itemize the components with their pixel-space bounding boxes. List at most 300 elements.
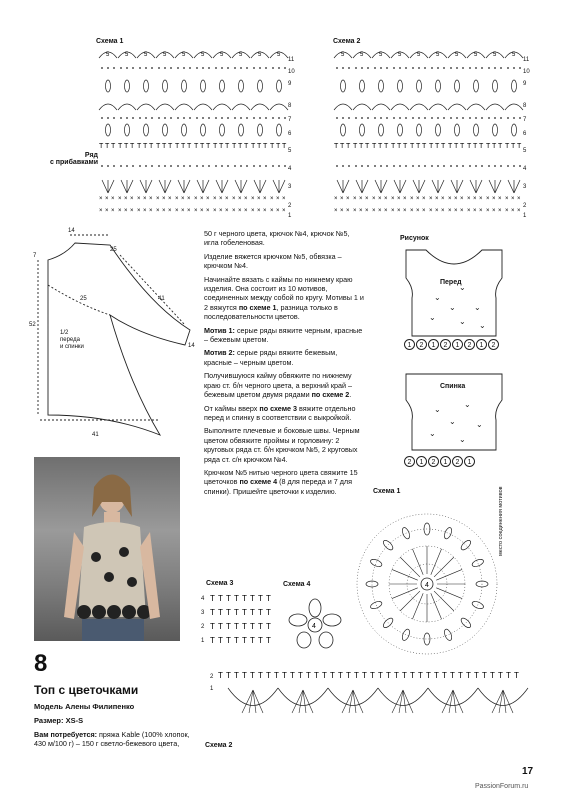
s2-stitch: T bbox=[402, 671, 407, 680]
puff-stitch bbox=[182, 80, 187, 92]
sc-stitch: × bbox=[378, 208, 382, 214]
hdc-stitch: T bbox=[130, 143, 135, 150]
s2-stitch: T bbox=[426, 671, 431, 680]
chain-count: 5 bbox=[379, 52, 383, 58]
chain-dot bbox=[107, 165, 109, 167]
materials-label: Вам потребуется: bbox=[34, 730, 98, 739]
chain-dot bbox=[234, 67, 236, 69]
row-number: 3 bbox=[523, 184, 527, 190]
s2-stitch: T bbox=[434, 671, 439, 680]
sc-stitch: × bbox=[353, 196, 357, 202]
sc-stitch: × bbox=[346, 208, 350, 214]
scheme-1-title: Схема 1 bbox=[96, 38, 124, 45]
row-number: 1 bbox=[523, 213, 527, 219]
s2-stitch: T bbox=[282, 671, 287, 680]
sc-stitch: × bbox=[111, 208, 115, 214]
chain-dot bbox=[221, 117, 223, 119]
chain-dot bbox=[507, 67, 509, 69]
sc-stitch: × bbox=[200, 196, 204, 202]
dc-stitch bbox=[381, 180, 387, 193]
dim-sleeve: 25 bbox=[110, 247, 117, 253]
sc-stitch: × bbox=[372, 208, 376, 214]
hdc-stitch: T bbox=[149, 143, 154, 150]
s3-stitch: T bbox=[218, 636, 223, 645]
sc-stitch: × bbox=[124, 208, 128, 214]
s2-fan bbox=[249, 690, 253, 713]
chain-dot bbox=[183, 67, 185, 69]
row-number: 10 bbox=[288, 69, 295, 75]
increase-row-label: Ряд с прибавками bbox=[49, 152, 98, 166]
chain-dot bbox=[234, 165, 236, 167]
chain-dot bbox=[500, 67, 502, 69]
row-number: 5 bbox=[523, 148, 527, 154]
chain-dot bbox=[462, 165, 464, 167]
chain-dot bbox=[246, 165, 248, 167]
hdc-stitch: T bbox=[498, 143, 503, 150]
chain-count: 5 bbox=[455, 52, 459, 58]
chain-dot bbox=[139, 117, 141, 119]
motif-circle: 1 bbox=[404, 339, 415, 350]
hdc-stitch: T bbox=[270, 143, 275, 150]
chain-dot bbox=[393, 67, 395, 69]
chain-dot bbox=[519, 165, 521, 167]
front-drawing bbox=[404, 248, 504, 338]
sc-stitch: × bbox=[130, 196, 134, 202]
svg-text:⌄: ⌄ bbox=[476, 420, 483, 429]
s2-stitch: T bbox=[362, 671, 367, 680]
sc-stitch: × bbox=[181, 196, 185, 202]
dc-stitch bbox=[489, 180, 495, 193]
sc-stitch: × bbox=[225, 196, 229, 202]
sc-stitch: × bbox=[137, 196, 141, 202]
hdc-stitch: T bbox=[467, 143, 472, 150]
motif-circle: 2 bbox=[452, 456, 463, 467]
bottom-scheme-1-title: Схема 1 bbox=[373, 488, 401, 495]
svg-text:⌄: ⌄ bbox=[459, 283, 466, 292]
puff-stitch bbox=[125, 124, 130, 136]
chain-arch bbox=[270, 104, 288, 110]
puff-stitch bbox=[341, 80, 346, 92]
row-number: 11 bbox=[288, 57, 295, 63]
chain-dot bbox=[431, 117, 433, 119]
chain-dot bbox=[151, 165, 153, 167]
dc-stitch bbox=[343, 180, 349, 193]
s3-stitch: T bbox=[210, 636, 215, 645]
chain-dot bbox=[481, 67, 483, 69]
chain-dot bbox=[265, 165, 267, 167]
sc-stitch: × bbox=[460, 196, 464, 202]
dim-neck: 7 bbox=[33, 253, 37, 259]
puff-stitch bbox=[239, 124, 244, 136]
chain-dot bbox=[227, 165, 229, 167]
puff-stitch bbox=[455, 124, 460, 136]
chain-dot bbox=[469, 165, 471, 167]
chain-arch bbox=[467, 104, 485, 110]
s3-stitch: T bbox=[250, 636, 255, 645]
row-number: 7 bbox=[288, 117, 292, 123]
chain-dot bbox=[177, 165, 179, 167]
chain-dot bbox=[253, 67, 255, 69]
chain-dot bbox=[513, 165, 515, 167]
sc-stitch: × bbox=[498, 208, 502, 214]
hdc-stitch: T bbox=[105, 143, 110, 150]
chain-dot bbox=[202, 165, 204, 167]
chain-dot bbox=[424, 67, 426, 69]
row-number: 6 bbox=[288, 131, 292, 137]
s2-stitch: T bbox=[410, 671, 415, 680]
hdc-stitch: T bbox=[410, 143, 415, 150]
chain-count: 5 bbox=[398, 52, 402, 58]
sc-stitch: × bbox=[105, 208, 109, 214]
sc-stitch: × bbox=[168, 196, 172, 202]
s2-stitch: T bbox=[458, 671, 463, 680]
hdc-stitch: T bbox=[391, 143, 396, 150]
puff-stitch bbox=[398, 124, 403, 136]
s2-stitch: T bbox=[322, 671, 327, 680]
chain-dot bbox=[481, 165, 483, 167]
chain-count: 5 bbox=[417, 52, 421, 58]
sc-stitch: × bbox=[111, 196, 115, 202]
sc-stitch: × bbox=[124, 196, 128, 202]
s2-stitch: T bbox=[226, 671, 231, 680]
chain-dot bbox=[361, 67, 363, 69]
hdc-stitch: T bbox=[244, 143, 249, 150]
chain-count: 5 bbox=[474, 52, 478, 58]
chain-dot bbox=[488, 117, 490, 119]
para-3: Начинайте вязать с каймы по нижнему краю изделия. Она состоит из 10 мотивов, соединенных между собой по кругу. Мотивы 1 и 2 вяжутся по схеме 1, разница только в последовательности цветов. bbox=[204, 274, 364, 322]
model-photo bbox=[34, 457, 180, 641]
chain-dot bbox=[418, 165, 420, 167]
s2-stitch: T bbox=[370, 671, 375, 680]
hdc-stitch: T bbox=[517, 143, 522, 150]
chain-dot bbox=[348, 165, 350, 167]
sc-stitch: × bbox=[448, 208, 452, 214]
sc-stitch: × bbox=[99, 208, 103, 214]
dim-top: 14 bbox=[68, 228, 75, 234]
s3-stitch: T bbox=[234, 594, 239, 603]
row-number: 4 bbox=[201, 596, 205, 602]
s2-stitch: T bbox=[234, 671, 239, 680]
hdc-stitch: T bbox=[162, 143, 167, 150]
sc-stitch: × bbox=[194, 196, 198, 202]
puff-stitch bbox=[201, 124, 206, 136]
chain-count: 5 bbox=[201, 52, 205, 58]
sc-stitch: × bbox=[486, 208, 490, 214]
dc-stitch bbox=[121, 180, 127, 193]
row-number: 1 bbox=[210, 686, 214, 692]
hdc-stitch: T bbox=[505, 143, 510, 150]
dc-stitch bbox=[197, 180, 203, 193]
chain-dot bbox=[450, 67, 452, 69]
chain-dot bbox=[393, 117, 395, 119]
dc-stitch bbox=[476, 180, 482, 193]
chain-count: 5 bbox=[163, 52, 167, 58]
puff-stitch bbox=[220, 80, 225, 92]
chain-dot bbox=[469, 67, 471, 69]
chain-arch bbox=[213, 104, 231, 110]
sc-stitch: × bbox=[270, 196, 274, 202]
scheme-3-chart bbox=[210, 594, 280, 654]
dc-stitch bbox=[394, 180, 400, 193]
chain-dot bbox=[240, 117, 242, 119]
chain-dot bbox=[456, 67, 458, 69]
s2-stitch: T bbox=[242, 671, 247, 680]
sc-stitch: × bbox=[282, 208, 286, 214]
sc-stitch: × bbox=[416, 196, 420, 202]
chain-dot bbox=[393, 165, 395, 167]
chain-dot bbox=[221, 67, 223, 69]
puff-stitch bbox=[379, 124, 384, 136]
sc-stitch: × bbox=[359, 208, 363, 214]
half-label: 1/2 переда и спинки bbox=[60, 330, 84, 350]
chain-dot bbox=[374, 67, 376, 69]
puff-stitch bbox=[144, 80, 149, 92]
chain-dot bbox=[348, 67, 350, 69]
svg-text:⌄: ⌄ bbox=[434, 293, 441, 302]
hdc-stitch: T bbox=[213, 143, 218, 150]
chain-dot bbox=[386, 117, 388, 119]
dim-bottom: 41 bbox=[92, 432, 99, 438]
sc-stitch: × bbox=[372, 196, 376, 202]
scheme-2-bottom-chart bbox=[218, 668, 538, 748]
chain-dot bbox=[120, 165, 122, 167]
drawing-title: Рисунок bbox=[400, 235, 429, 242]
chain-dot bbox=[107, 117, 109, 119]
chain-dot bbox=[259, 117, 261, 119]
chain-dot bbox=[183, 117, 185, 119]
dc-stitch bbox=[400, 180, 406, 193]
para-8: Выполните плечевые и боковые швы. Черным цветом обвяжите проймы и горловину: 2 круговых ряда ст. б/н крючком №5, 2 круговых ряда ст. с/н крючком №4. bbox=[204, 426, 360, 464]
chain-dot bbox=[164, 117, 166, 119]
chain-dot bbox=[234, 117, 236, 119]
puff-stitch bbox=[436, 80, 441, 92]
chain-dot bbox=[412, 165, 414, 167]
chain-dot bbox=[437, 117, 439, 119]
puff-stitch bbox=[144, 124, 149, 136]
chain-dot bbox=[386, 165, 388, 167]
sc-stitch: × bbox=[175, 208, 179, 214]
sc-stitch: × bbox=[460, 208, 464, 214]
chain-dot bbox=[488, 67, 490, 69]
sc-stitch: × bbox=[244, 196, 248, 202]
sc-stitch: × bbox=[365, 196, 369, 202]
chain-dot bbox=[101, 165, 103, 167]
puff-stitch bbox=[474, 80, 479, 92]
hdc-stitch: T bbox=[194, 143, 199, 150]
chain-dot bbox=[132, 117, 134, 119]
sc-stitch: × bbox=[429, 208, 433, 214]
page-number: 17 bbox=[522, 766, 534, 777]
sc-stitch: × bbox=[346, 196, 350, 202]
hdc-stitch: T bbox=[232, 143, 237, 150]
chain-dot bbox=[386, 67, 388, 69]
chain-dot bbox=[227, 117, 229, 119]
sc-stitch: × bbox=[492, 196, 496, 202]
article-number: 8 bbox=[34, 650, 48, 677]
para-4: Мотив 1: серые ряды вяжите черным, красные – бежевым цветом. bbox=[204, 325, 363, 345]
puff-stitch bbox=[493, 80, 498, 92]
sc-stitch: × bbox=[168, 208, 172, 214]
sc-stitch: × bbox=[505, 208, 509, 214]
hdc-stitch: T bbox=[353, 143, 358, 150]
chain-dot bbox=[405, 67, 407, 69]
svg-text:⌄: ⌄ bbox=[434, 405, 441, 414]
dc-stitch bbox=[260, 180, 266, 193]
chain-count: 5 bbox=[341, 52, 345, 58]
hdc-stitch: T bbox=[206, 143, 211, 150]
s2-stitch: T bbox=[266, 671, 271, 680]
s3-stitch: T bbox=[234, 622, 239, 631]
s3-stitch: T bbox=[234, 608, 239, 617]
row-number: 6 bbox=[523, 131, 527, 137]
dc-stitch bbox=[356, 180, 362, 193]
chain-dot bbox=[399, 117, 401, 119]
chain-dot bbox=[342, 67, 344, 69]
puff-stitch bbox=[512, 124, 517, 136]
sc-stitch: × bbox=[149, 196, 153, 202]
motif-circle: 2 bbox=[428, 456, 439, 467]
s2-fan bbox=[242, 690, 253, 713]
sc-stitch: × bbox=[511, 196, 515, 202]
s2-stitch: T bbox=[290, 671, 295, 680]
chain-dot bbox=[342, 165, 344, 167]
para-1: 50 г черного цвета, крючок №4, крючок №5, игла гобеленовая. bbox=[204, 229, 350, 248]
sc-stitch: × bbox=[143, 208, 147, 214]
svg-text:4: 4 bbox=[312, 623, 316, 630]
hdc-stitch: T bbox=[397, 143, 402, 150]
motif-circle: 2 bbox=[440, 339, 451, 350]
chain-dot bbox=[265, 67, 267, 69]
s3-stitch: T bbox=[218, 622, 223, 631]
dc-stitch bbox=[184, 180, 190, 193]
puff-stitch bbox=[417, 80, 422, 92]
s2-fan bbox=[349, 690, 353, 713]
puff-stitch bbox=[125, 80, 130, 92]
row-number: 2 bbox=[201, 624, 205, 630]
motif-circle: 2 bbox=[488, 339, 499, 350]
chain-dot bbox=[215, 165, 217, 167]
chain-dot bbox=[494, 67, 496, 69]
hdc-stitch: T bbox=[282, 143, 287, 150]
chain-dot bbox=[374, 117, 376, 119]
row-number: 8 bbox=[523, 103, 527, 109]
s2-stitch: T bbox=[474, 671, 479, 680]
s2-stitch: T bbox=[394, 671, 399, 680]
chain-dot bbox=[443, 117, 445, 119]
hdc-stitch: T bbox=[486, 143, 491, 150]
s2-fan bbox=[492, 690, 503, 713]
sc-stitch: × bbox=[334, 208, 338, 214]
hdc-stitch: T bbox=[435, 143, 440, 150]
chain-dot bbox=[240, 67, 242, 69]
model-credit: Модель Алены Филипенко bbox=[34, 702, 135, 711]
sc-stitch: × bbox=[118, 208, 122, 214]
sc-stitch: × bbox=[479, 208, 483, 214]
chain-dot bbox=[336, 117, 338, 119]
chain-dot bbox=[437, 67, 439, 69]
chain-dot bbox=[450, 165, 452, 167]
puff-stitch bbox=[493, 124, 498, 136]
dc-stitch bbox=[222, 180, 228, 193]
dc-stitch bbox=[337, 180, 343, 193]
chain-dot bbox=[196, 117, 198, 119]
round-puff bbox=[471, 558, 484, 568]
chain-dot bbox=[151, 117, 153, 119]
hdc-stitch: T bbox=[384, 143, 389, 150]
sc-stitch: × bbox=[454, 196, 458, 202]
s2-stitch: T bbox=[514, 671, 519, 680]
sc-stitch: × bbox=[219, 196, 223, 202]
chain-dot bbox=[336, 67, 338, 69]
hdc-stitch: T bbox=[429, 143, 434, 150]
chain-dot bbox=[278, 165, 280, 167]
s3-stitch: T bbox=[218, 608, 223, 617]
chain-dot bbox=[158, 117, 160, 119]
chain-dot bbox=[284, 165, 286, 167]
sc-stitch: × bbox=[276, 208, 280, 214]
hdc-stitch: T bbox=[168, 143, 173, 150]
sc-stitch: × bbox=[99, 196, 103, 202]
s2-stitch: T bbox=[250, 671, 255, 680]
sc-stitch: × bbox=[137, 208, 141, 214]
puff-stitch bbox=[398, 80, 403, 92]
dc-stitch bbox=[102, 180, 108, 193]
chain-dot bbox=[227, 67, 229, 69]
chain-dot bbox=[456, 165, 458, 167]
sc-stitch: × bbox=[206, 208, 210, 214]
s3-stitch: T bbox=[242, 594, 247, 603]
dc-stitch bbox=[457, 180, 463, 193]
chain-dot bbox=[208, 117, 210, 119]
sc-stitch: × bbox=[473, 208, 477, 214]
s3-stitch: T bbox=[258, 608, 263, 617]
round-puff bbox=[369, 558, 382, 568]
s2-fan bbox=[449, 690, 453, 713]
chain-dot bbox=[431, 165, 433, 167]
dc-stitch bbox=[451, 180, 457, 193]
chain-dot bbox=[158, 165, 160, 167]
chain-dot bbox=[380, 117, 382, 119]
chain-dot bbox=[145, 117, 147, 119]
chain-dot bbox=[164, 165, 166, 167]
sc-stitch: × bbox=[403, 196, 407, 202]
row-number: 2 bbox=[210, 674, 214, 680]
chain-dot bbox=[202, 117, 204, 119]
s3-stitch: T bbox=[218, 594, 223, 603]
chain-dot bbox=[431, 67, 433, 69]
chain-dot bbox=[120, 67, 122, 69]
s2-fan bbox=[292, 690, 303, 713]
hdc-stitch: T bbox=[175, 143, 180, 150]
sc-stitch: × bbox=[340, 196, 344, 202]
dc-stitch bbox=[216, 180, 222, 193]
chain-dot bbox=[507, 165, 509, 167]
chain-dot bbox=[139, 165, 141, 167]
sc-stitch: × bbox=[441, 196, 445, 202]
row-number: 5 bbox=[288, 148, 292, 154]
sc-stitch: × bbox=[416, 208, 420, 214]
s3-stitch: T bbox=[210, 594, 215, 603]
scheme-2-bottom-title: Схема 2 bbox=[205, 742, 233, 749]
dc-stitch bbox=[432, 180, 438, 193]
chain-dot bbox=[424, 165, 426, 167]
chain-arch bbox=[334, 104, 352, 110]
puff-stitch bbox=[182, 124, 187, 136]
round-puff bbox=[460, 617, 473, 630]
chain-dot bbox=[405, 165, 407, 167]
s3-stitch: T bbox=[234, 636, 239, 645]
dc-stitch bbox=[146, 180, 152, 193]
